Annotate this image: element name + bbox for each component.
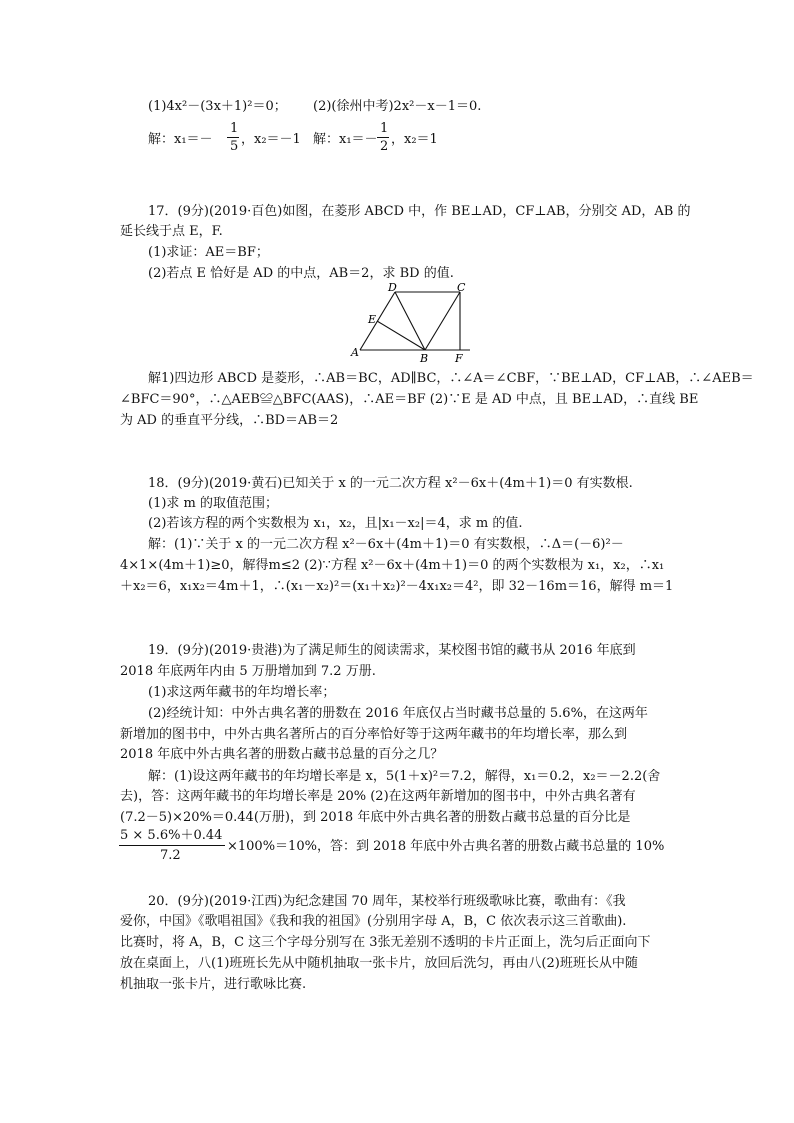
q19-solution-line4: ×100%＝10%，答：到 2018 年底中外古典名著的册数占藏书总量的 10% [227,839,665,854]
q19-solution-line2: 去)，答：这两年藏书的年均增长率是 20% (2)在这两年新增加的图书中，中外古典名著有 [120,789,636,804]
q19-question-line1: 19．(9分)(2019·贵港)为了满足师生的阅读需求，某校图书馆的藏书从 2016 年底到 [148,643,636,658]
q17-solution-line3: 为 AD 的垂直平分线，∴BD＝AB＝2 [120,413,339,428]
q17-question-line2: 延长线于点 E，F. [120,224,223,239]
q17-question-part2: (2)若点 E 恰好是 AD 的中点，AB＝2，求 BD 的值. [148,266,454,281]
q19-question-part2-line1: (2)经统计知：中外古典名著的册数在 2016 年底仅占当时藏书总量的 5.6%，在这两年 [148,706,648,721]
q16-solution1-prefix: 解：x₁＝－ [148,132,213,147]
figure-label-c: C [457,283,466,294]
figure-label-f: F [455,352,463,363]
q19-question-part2-line2: 新增加的图书中，中外古典名著所占的百分率恰好等于这两年藏书的年均增长率，那么到 [120,727,628,742]
figure-label-a: A [351,346,359,359]
q18-question-part1: (1)求 m 的取值范围； [148,496,279,511]
q20-question-line3: 比赛时，将 A，B，C 这三个字母分别写在 3张无差别不透明的卡片正面上，洗匀后正面向下 [120,935,651,950]
q18-solution-line1: 解：(1)∵关于 x 的一元二次方程 x²－6x＋(4m＋1)＝0 有实数根，∴Δ＝(－6)²－ [148,537,624,552]
q17-solution-line1: 解1)四边形 ABCD 是菱形，∴AB＝BC，AD∥BC，∴∠A＝∠CBF，∵BE⊥AD，CF⊥AB，∴∠AEB＝ [148,371,754,386]
q18-question-line1: 18．(9分)(2019·黄石)已知关于 x 的一元二次方程 x²－6x＋(4m＋1)＝0 有实数根. [148,476,633,491]
q19-solution-line3: (7.2－5)×20%＝0.44(万册)，到 2018 年底中外古典名著的册数占藏书总量的百分比是 [120,810,631,825]
q17-question-line1: 17．(9分)(2019·百色)如图，在菱形 ABCD 中，作 BE⊥AD，CF⊥AB，分别交 AD，AB 的 [148,204,691,219]
q16-solution2-fraction-bar [377,137,389,138]
q16-solution1-fraction-bar [227,137,239,138]
q16-part2: (2)(徐州中考)2x²－x－1＝0. [313,99,482,114]
q19-fraction-numerator: 5 × 5.6%＋0.44 [120,828,223,843]
q16-solution1-numerator: 1 [230,121,239,136]
q19-question-part1: (1)求这两年藏书的年均增长率； [148,685,336,700]
q19-question-line2: 2018 年底两年内由 5 万册增加到 7.2 万册. [120,664,376,679]
q17-solution-line2: ∠BFC＝90°，∴△AEB≌△BFC(AAS)，∴AE＝BF (2)∵E 是 AD 中点，且 BE⊥AD，∴直线 BE [120,392,699,407]
q19-solution-line1: 解：(1)设这两年藏书的年均增长率是 x，5(1＋x)²＝7.2，解得，x₁＝0.2，x₂＝－2.2(舍 [148,769,661,784]
q19-fraction-denominator: 7.2 [160,848,181,863]
q16-solution2-suffix: ，x₂＝1 [391,132,438,147]
q17-question-part1: (1)求证：AE＝BF； [148,245,269,260]
q19-fraction-bar [119,845,225,846]
q16-part1: (1)4x²－(3x＋1)²＝0； [148,99,287,114]
q16-solution2-prefix: 解：x₁＝－ [313,132,378,147]
q19-question-part2-line3: 2018 年底中外古典名著的册数占藏书总量的百分之几？ [120,747,444,762]
q16-solution1-denominator: 5 [230,139,239,154]
q20-question-line1: 20．(9分)(2019·江西)为纪念建国 70 周年，某校举行班级歌咏比赛，歌曲有：《我 [148,894,626,909]
rhombus-figure [345,283,475,363]
q18-question-part2: (2)若该方程的两个实数根为 x₁，x₂，且|x₁－x₂|＝4，求 m 的值. [148,516,523,531]
q20-question-line4: 放在桌面上，八(1)班班长先从中随机抽取一张卡片，放回后洗匀，再由八(2)班班长从中随 [120,956,638,971]
q16-solution1-suffix: ，x₂＝－1 [241,132,301,147]
q20-question-line5: 机抽取一张卡片，进行歌咏比赛. [120,977,307,992]
q18-solution-line3: ＋x₂＝6，x₁x₂＝4m＋1，∴(x₁－x₂)²＝(x₁＋x₂)²－4x₁x₂＝4²，即 32－16m＝16，解得 m＝1 [120,579,674,594]
q18-solution-line2: 4×1×(4m＋1)≥0，解得m≤2 (2)∵方程 x²－6x＋(4m＋1)＝0 的两个实数根为 x₁，x₂，∴x₁ [120,558,665,573]
figure-label-e: E [368,313,377,326]
q16-solution2-numerator: 1 [380,121,389,136]
q20-question-line2: 爱你，中国》《歌唱祖国》《我和我的祖国》(分别用字母 A，B，C 依次表示这三首歌曲). [120,914,627,929]
q16-solution2-denominator: 2 [380,139,389,154]
figure-label-d: D [388,283,397,294]
figure-label-b: B [420,352,429,363]
